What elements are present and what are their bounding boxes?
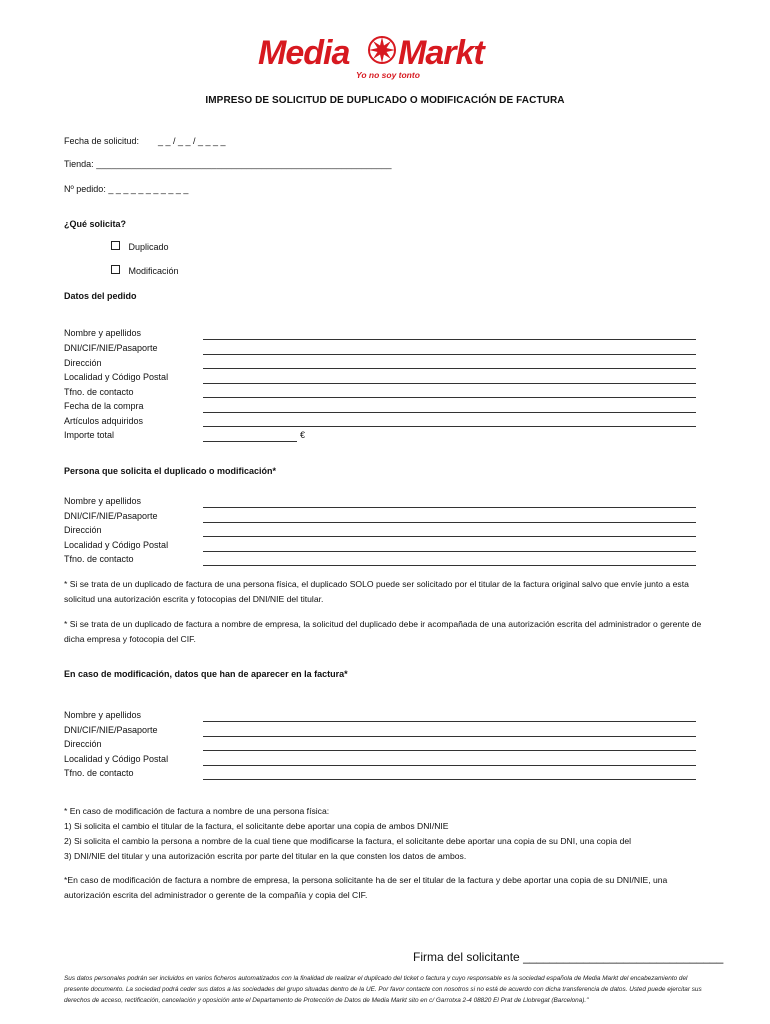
checkbox-duplicado[interactable]	[111, 241, 120, 250]
svg-text:Markt: Markt	[398, 34, 484, 72]
privacy-footer: Sus datos personales podrán ser incluidos en varios ficheros automatizados con la finalidad de realizar el duplicado del ticket o factura y cuyo responsable es la sociedad española de Media Markt del encabezamiento del presente documento. La sociedad podrá ceder sus datos a las sociedades del grupo situadas dentro de la UE. Por favor contacte con nosotros si no está de acuerdo con dicha transferencia de datos. Usted puede ejercitar sus derechos de acceso, rectificación, cancelación y oposición ante el Departamento de Protección de Datos de Media Markt sito en c/ Garrotxa 2-4 08820 El Prat de Llobregat (Barcelona)."	[64, 975, 702, 1004]
modificacion-field-label: Localidad y Código Postal	[64, 754, 169, 764]
mediamarkt-logo	[258, 30, 508, 82]
persona-field-label: Nombre y apellidos	[64, 496, 142, 506]
form-title: IMPRESO DE SOLICITUD DE DUPLICADO O MODIFICACIÓN DE FACTURA	[205, 95, 565, 106]
currency-symbol: €	[300, 430, 306, 440]
fecha-label: Fecha de solicitud:	[64, 136, 140, 146]
pedido-field-label: Importe total	[64, 430, 115, 440]
pedido-input-line[interactable]	[203, 397, 696, 398]
pedido-field[interactable]: _ _ _ _ _ _ _ _ _ _ _	[108, 184, 189, 194]
persona-field-label: Tfno. de contacto	[64, 554, 134, 564]
modificacion-field-label: Nombre y apellidos	[64, 710, 142, 720]
modificacion-field-label: Tfno. de contacto	[64, 768, 134, 778]
pedido-field-label: Artículos adquiridos	[64, 416, 144, 426]
firma-row[interactable]	[413, 950, 723, 964]
pedido-input-line[interactable]	[203, 383, 696, 384]
modificacion-input-line[interactable]	[203, 779, 696, 780]
modificacion-note-empresa: *En caso de modificación de factura a nombre de empresa, la persona solicitante ha de ser el titular de la factura y debe aportar una copia de su DNI/NIE, una autorización escrita del administrador o gerente de la compañía y copia del CIF.	[64, 875, 668, 900]
checkbox-modificacion[interactable]	[111, 265, 120, 274]
pedido-field-label: DNI/CIF/NIE/Pasaporte	[64, 343, 158, 353]
tienda-label: Tienda:	[64, 159, 97, 169]
pedido-input-line[interactable]	[203, 339, 696, 340]
persona-heading: Persona que solicita el duplicado o modificación*	[64, 466, 277, 476]
modificacion-notes	[64, 804, 704, 864]
tienda-row[interactable]	[64, 159, 392, 169]
modificacion-input-line[interactable]	[203, 750, 696, 751]
modificacion-input-line[interactable]	[203, 736, 696, 737]
pedido-input-line[interactable]	[203, 412, 696, 413]
modificacion-input-line[interactable]	[203, 721, 696, 722]
option-duplicado-label: Duplicado	[128, 242, 169, 252]
fecha-field[interactable]: _ _ / _ _ / _ _ _ _	[158, 136, 226, 146]
persona-input-line[interactable]	[203, 522, 696, 523]
pedido-input-line[interactable]	[203, 426, 696, 427]
modificacion-input-line[interactable]	[203, 765, 696, 766]
modificacion-heading: En caso de modificación, datos que han de aparecer en la factura*	[64, 669, 348, 679]
persona-input-line[interactable]	[203, 507, 696, 508]
persona-note-fisica: * Si se trata de un duplicado de factura de una persona física, el duplicado SOLO puede ser solicitado por el titular de la factura original salvo que envíe junto a esta solicitud una autorización escrita y fotocopias del DNI/NIE del titular.	[64, 579, 689, 604]
pedido-field-label: Dirección	[64, 358, 102, 368]
persona-input-line[interactable]	[203, 536, 696, 537]
datos-pedido-heading: Datos del pedido	[64, 291, 137, 301]
importe-input-line[interactable]	[203, 441, 297, 442]
svg-text:Media: Media	[258, 34, 350, 72]
modificacion-note-line: * En caso de modificación de factura a nombre de una persona física:	[64, 806, 330, 816]
pedido-row[interactable]	[64, 184, 188, 194]
modificacion-note-line: 2) Si solicita el cambio la persona a nombre de la cual tiene que modificarse la factura, el solicitante debe aportar una copia de su DNI, una copia del	[64, 836, 632, 846]
modificacion-note-line: 3) DNI/NIE del titular y una autorización escrita por parte del titular en la que consten los datos de ambos.	[64, 851, 467, 861]
pedido-input-line[interactable]	[203, 368, 696, 369]
persona-note-empresa: * Si se trata de un duplicado de factura a nombre de empresa, la solicitud del duplicado debe ir acompañada de una autorización escrita del administrador o gerente de dicha empresa y fotocopia del CIF.	[64, 619, 702, 644]
modificacion-note-line: 1) Si solicita el cambio el titular de la factura, el solicitante debe aportar una copia de ambos DNI/NIE	[64, 821, 449, 831]
question-heading: ¿Qué solicita?	[64, 219, 127, 229]
persona-field-label: Localidad y Código Postal	[64, 540, 169, 550]
pedido-field-label: Localidad y Código Postal	[64, 372, 169, 382]
persona-field-label: Dirección	[64, 525, 102, 535]
pedido-field-label: Tfno. de contacto	[64, 387, 134, 397]
modificacion-field-label: Dirección	[64, 739, 102, 749]
persona-input-line[interactable]	[203, 551, 696, 552]
persona-input-line[interactable]	[203, 565, 696, 566]
option-modificacion-label: Modificación	[128, 266, 179, 276]
logo-tagline: Yo no soy tonto	[356, 70, 420, 80]
pedido-input-line[interactable]	[203, 354, 696, 355]
firma-label: Firma del solicitante	[413, 950, 520, 964]
persona-field-label: DNI/CIF/NIE/Pasaporte	[64, 511, 158, 521]
pedido-label: Nº pedido:	[64, 184, 109, 194]
modificacion-field-label: DNI/CIF/NIE/Pasaporte	[64, 725, 158, 735]
pedido-field-label: Fecha de la compra	[64, 401, 144, 411]
firma-field[interactable]: ______________________________	[523, 950, 724, 964]
tienda-field[interactable]: ___________________________________________________________	[96, 159, 392, 169]
option-duplicado[interactable]	[111, 241, 169, 252]
option-modificacion[interactable]	[111, 265, 179, 276]
pedido-field-label: Nombre y apellidos	[64, 328, 142, 338]
